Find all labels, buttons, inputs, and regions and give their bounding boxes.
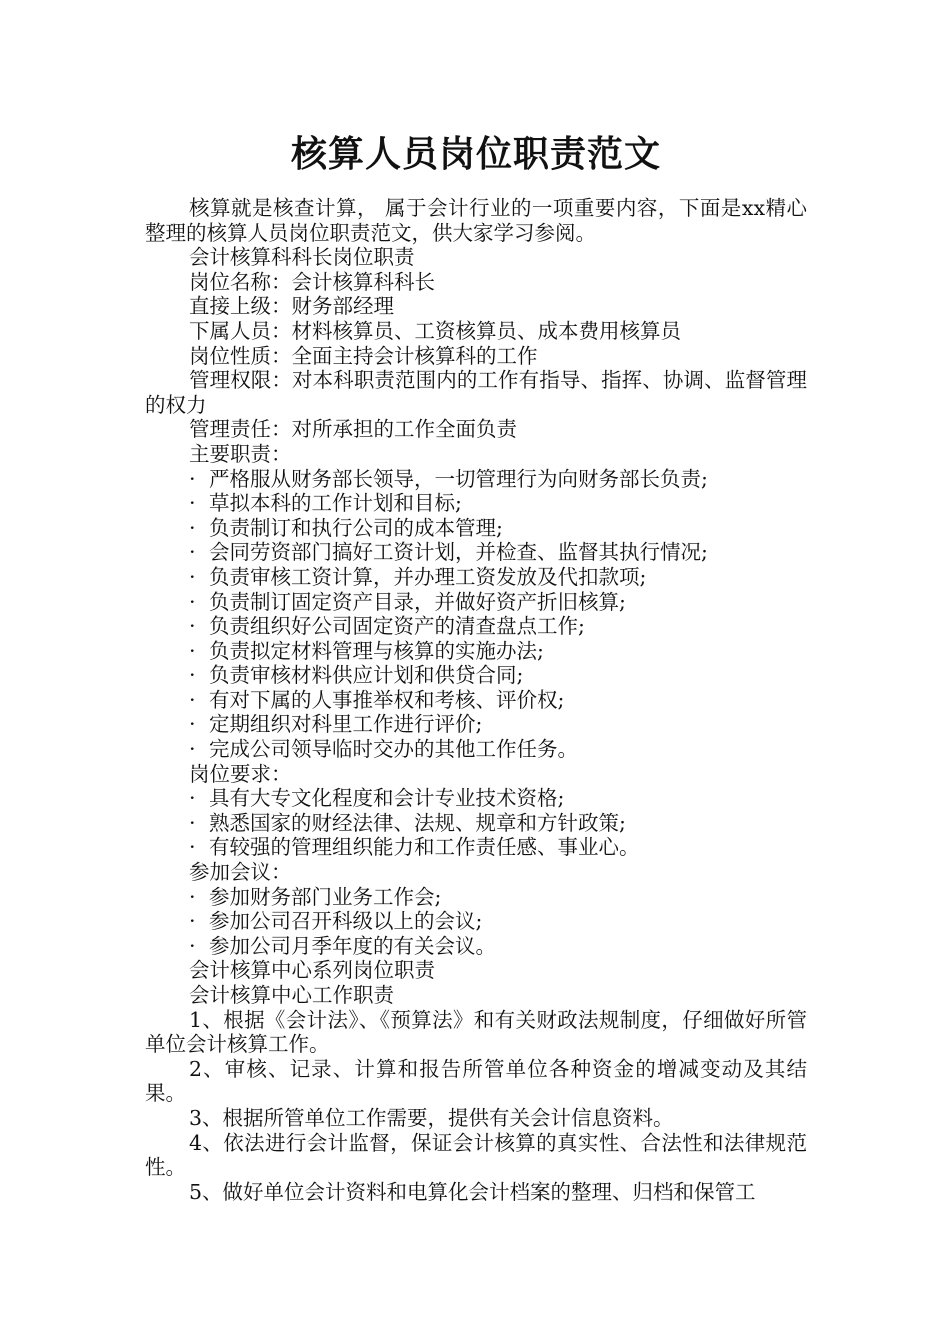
list-item: · 参加财务部门业务工作会; (189, 884, 442, 909)
bullet-icon: · (189, 540, 196, 565)
list-item: · 定期组织对科里工作进行评价; (189, 712, 483, 737)
numbered-item: 5、做好单位会计资料和电算化会计档案的整理、归档和保管工 (189, 1179, 756, 1204)
management-authority: 管理权限：对本科职责范围内的工作有指导、指挥、协调、监督管理的权力 (145, 368, 807, 417)
meetings-label: 参加会议： (189, 860, 292, 885)
section1-heading: 会计核算科科长岗位职责 (189, 245, 415, 270)
bullet-icon: · (189, 687, 196, 712)
document-page (145, 0, 807, 1204)
direct-superior: 直接上级：财务部经理 (189, 294, 394, 319)
position-name: 岗位名称：会计核算科科长 (189, 269, 435, 294)
list-item: · 有对下属的人事推举权和考核、评价权; (189, 687, 565, 712)
bullet-icon: · (189, 589, 196, 614)
numbered-item: 4、依法进行会计监督，保证会计核算的真实性、合法性和法律规范性。 (145, 1130, 807, 1180)
list-item: · 参加公司召开科级以上的会议; (189, 909, 483, 934)
list-item: · 负责审核材料供应计划和供贷合同; (189, 663, 524, 688)
bullet-icon: · (189, 638, 196, 663)
document-title: 核算人员岗位职责范文 (290, 134, 661, 175)
list-item: · 负责审核工资计算，并办理工资发放及代扣款项; (189, 564, 647, 589)
requirements-list (145, 786, 807, 860)
list-item: · 有较强的管理组织能力和工作责任感、事业心。 (189, 835, 640, 860)
bullet-icon: · (189, 737, 196, 762)
bullet-icon: · (189, 810, 196, 835)
list-item: · 负责制订固定资产目录，并做好资产折旧核算; (189, 589, 626, 614)
bullet-icon: · (189, 835, 196, 860)
management-responsibility: 管理责任：对所承担的工作全面负责 (189, 417, 517, 442)
list-item: · 草拟本科的工作计划和目标; (189, 491, 462, 516)
numbered-item: 3、根据所管单位工作需要，提供有关会计信息资料。 (189, 1105, 674, 1130)
main-duties-list (145, 467, 807, 762)
list-item: · 具有大专文化程度和会计专业技术资格; (189, 786, 565, 811)
section2-subheading: 会计核算中心工作职责 (189, 983, 394, 1007)
list-item: · 参加公司月季年度的有关会议。 (189, 933, 496, 958)
list-item: · 负责组织好公司固定资产的清查盘点工作; (189, 614, 585, 639)
position-nature: 岗位性质：全面主持会计核算科的工作 (189, 343, 538, 368)
bullet-icon: · (189, 786, 196, 811)
bullet-icon: · (189, 491, 196, 516)
numbered-item: 1、根据《会计法》、《预算法》和有关财政法规制度，仔细做好所管单位会计核算工作。 (145, 1007, 807, 1057)
bullet-icon: · (189, 663, 196, 688)
numbered-item: 2、审核、记录、计算和报告所管单位各种资金的增减变动及其结果。 (145, 1056, 807, 1106)
main-duties-label: 主要职责： (189, 441, 292, 466)
list-item: · 会同劳资部门搞好工资计划，并检查、监督其执行情况; (189, 540, 708, 565)
list-item: · 负责制订和执行公司的成本管理; (189, 515, 503, 540)
bullet-icon: · (189, 515, 196, 540)
meetings-list (145, 885, 807, 959)
document-body (145, 196, 807, 1204)
intro-paragraph: 核算就是核查计算， 属于会计行业的一项重要内容，下面是xx精心整理的核算人员岗位职责范文，供大家学习参阅。 (145, 196, 807, 245)
section2-heading: 会计核算中心系列岗位职责 (189, 958, 435, 983)
requirements-label: 岗位要求： (189, 761, 292, 786)
subordinates: 下属人员：材料核算员、工资核算员、成本费用核算员 (189, 318, 681, 343)
bullet-icon: · (189, 466, 196, 491)
bullet-icon: · (189, 909, 196, 934)
bullet-icon: · (189, 884, 196, 909)
bullet-icon: · (189, 933, 196, 958)
work-duties-list (145, 1008, 807, 1205)
list-item: · 完成公司领导临时交办的其他工作任务。 (189, 737, 578, 762)
bullet-icon: · (189, 614, 196, 639)
list-item: · 严格服从财务部长领导，一切管理行为向财务部长负责; (189, 466, 708, 491)
list-item: · 熟悉国家的财经法律、法规、规章和方针政策; (189, 810, 626, 835)
bullet-icon: · (189, 712, 196, 737)
bullet-icon: · (189, 564, 196, 589)
list-item: · 负责拟定材料管理与核算的实施办法; (189, 638, 544, 663)
